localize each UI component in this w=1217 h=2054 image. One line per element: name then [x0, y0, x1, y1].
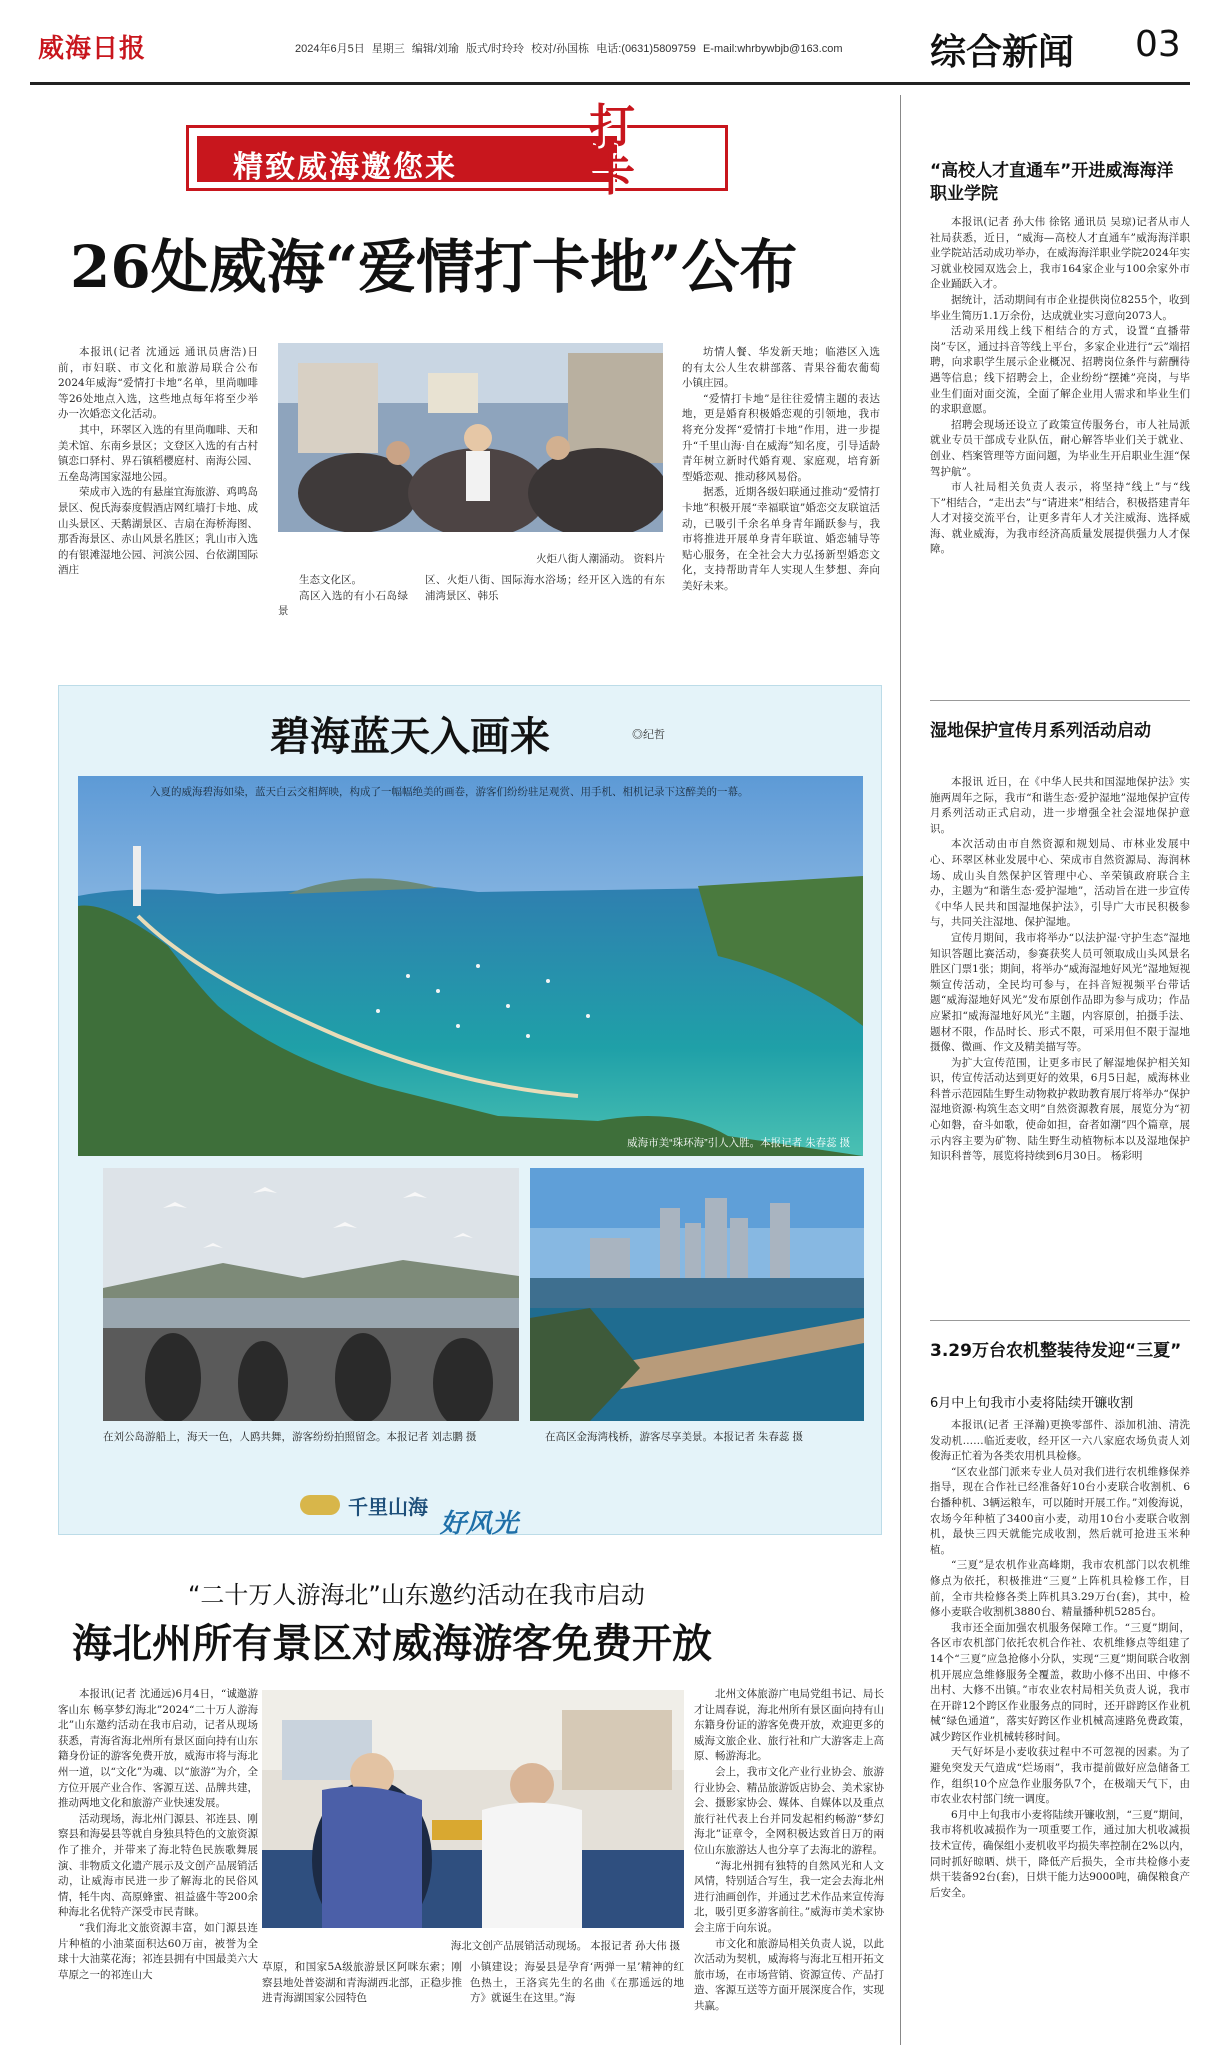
right-a3-body [930, 1418, 1190, 1901]
second-photo-caption: 海北文创产品展销活动现场。 本报记者 孙大伟 摄 [450, 1940, 680, 1952]
second-col3 [470, 1960, 684, 2007]
feature-left-photo [103, 1168, 519, 1421]
right-a3-p3: “三夏”是农机作业高峰期，我市农机部门以农机维修点为依托，积极推进“三夏”上阵机具检修工作，目前，全市共检修各类上阵机具3.29万台(套)，其中，检修小麦联合收割机3880台、精量播种机5285台。 [930, 1559, 1190, 1619]
column-divider [900, 95, 901, 2045]
right-divider-2 [930, 1320, 1190, 1321]
lead-col4-p2: “爱情打卡地”是往往爱情主题的表达地，更是婚育积极婚恋观的引领地，我市将充分发挥“爱情打卡地”作用，进一步提升“千里山海·自在威海”知名度，引导适龄青年树立新时代婚育观、家庭观，培育新型婚恋观、推动移风易俗。 [682, 392, 880, 483]
right-a1-title: “高校人才直通车”开进威海海洋职业学院 [930, 161, 1174, 204]
lead-col2-p2: 高区入选的有小石岛绿景 [278, 589, 408, 618]
banner-background [197, 136, 617, 185]
second-col3-p1: 小镇建设；海晏县是孕育‘两弹一星’精神的红色热土，王洛宾先生的名曲《在那遥远的地方》就诞生在这里。”海 [470, 1961, 684, 2005]
header-email: E-mail:whrbywbjb@163.com [702, 43, 843, 55]
header-proof: 校对/孙国栋 [531, 43, 590, 55]
right-a2-p1: 本报讯 近日，在《中华人民共和国湿地保护法》实施两周年之际，我市“和谐生态·爱护湿地”湿地保护宣传月系列活动正式启动，进一步增强全社会湿地保护意识。 [930, 776, 1190, 835]
lead-col4-p1: 坊情人餐、华发新天地；临港区入选的有太公人生农耕部落、青果谷葡农葡萄小镇庄园。 [682, 346, 880, 390]
right-a3-p1: 本报讯(记者 王泽瀚)更换零部件、添加机油、清洗发动机……临近麦收，经开区一六八家庭农场负责人刘俊海正忙着为各类农用机具检修。 [930, 1419, 1190, 1463]
right-a1-p1: 本报讯(记者 孙大伟 徐铭 通讯员 吴琼)记者从市人社局获悉，近日，“威海—高校人才直通车”威海海洋职业学院站活动成功举办，在威海海洋职业学院2024年实习就业校园双选会上，我市164家企业与100余家外市企业踊跃入才。 [930, 216, 1190, 291]
coastline-image [78, 776, 863, 1156]
lead-col1-p2: 其中，环翠区入选的有里尚咖啡、天和美术馆、东南乡景区；文登区入选的有古村镇恋口驿村、界石镇稻樱庭村、南海公园、五垒岛湾国家湿地公园。 [58, 423, 258, 483]
second-col1-p1: 本报讯(记者 沈通远)6月4日，“诚邀游客山东 畅享梦幻海北”2024“二十万人游海北”山东邀约活动在我市启动，记者从现场获悉，青海省海北州所有景区面向持有山东籍身份证的游客免费开放，威海市将与海北州一道，以“文化”为魂、以“旅游”为介，全方位开展产业合作、客源互送、品牌共建，推动两地文化和旅游产业快速发展。 [58, 1688, 258, 1810]
second-col1 [58, 1687, 258, 1983]
right-a1-p5: 市人社局相关负责人表示，将坚持“线上”与“线下”相结合，“走出去”与“请进来”相结合，积极搭建青年人才对接交流平台，让更多青年人才关注威海、选择威海、就业威海，为我市经济高质量发展提供强力人才保障。 [930, 481, 1190, 556]
second-col4-p1: 北州文体旅游广电局党组书记、局长才让周春说，海北州所有景区面向持有山东籍身份证的游客免费开放，欢迎更多的威海文旅企业、旅行社和广大游客走上高原、畅游海北。 [694, 1688, 884, 1763]
feature-right-caption: 在高区金海湾栈桥，游客尽享美景。本报记者 朱春蕊 摄 [545, 1431, 803, 1443]
section-name: 综合新闻 [930, 32, 1075, 73]
page-number: 03 [1135, 24, 1181, 65]
header-info [295, 40, 843, 56]
lead-col4-p3: 据悉，近期各级妇联通过推动“爱情打卡地”积极开展“幸福联谊”婚恋交友联谊活动，已吸引千余名单身青年踊跃参与，我市将推进开展单身青年联谊、婚恋辅导等贴心服务，在全社会大力弘扬新型婚恋文化，支持帮助青年人实现人生梦想、奔向美好未来。 [682, 486, 880, 592]
right-a3-subtitle: 6月中上旬我市小麦将陆续开镰收割 [930, 1396, 1134, 1411]
header-rule [30, 82, 1190, 85]
newspaper-logo: 威海日报 [38, 34, 147, 64]
right-divider-1 [930, 700, 1190, 701]
right-a1-body [930, 215, 1190, 558]
lead-photo [278, 343, 663, 532]
right-a2-title: 湿地保护宣传月系列活动启动 [930, 721, 1151, 741]
header-phone: 电话:(0631)5809759 [596, 43, 696, 55]
lead-col3 [425, 573, 665, 604]
right-a2-p2: 本次活动由市自然资源和规划局、市林业发展中心、环翠区林业发展中心、荣成市自然资源局、海润林场、成山头自然保护区管理中心、辛荣镇政府联合主办，主题为“和谐生态·爱护湿地”，活动旨在进一步宣传《中华人民共和国湿地保护法》，引导广大市民积极参与，共同关注湿地、保护湿地。 [930, 838, 1190, 929]
right-a2-p3: 宣传月期间，我市将举办“以法护湿·守护生态”湿地知识答题比赛活动，参赛获奖人员可领取成山头风景名胜区门票1张；期间，将举办“威海湿地好风光”湿地短视频宣传活动，全民均可参与，在抖音短视频平台带话题“威海湿地好风光”发布原创作品即为参与成功；作品应紧扣“威海湿地好风光”主题，内容原创，拍摄手法、题材不限，作品时长、形式不限，可采用但不限于湿地摄像、微画、作文及精美描写等。 [930, 931, 1190, 1054]
tour-logo-text: 千里山海 [348, 1495, 428, 1519]
lead-col3-p1: 区、火炬八街、国际海水浴场；经开区入选的有东浦湾景区、韩乐 [425, 574, 665, 602]
tour-logo-mark [300, 1495, 340, 1515]
second-photo [262, 1690, 684, 1928]
feature-intro: 入夏的威海碧海如染，蓝天白云交相辉映，构成了一幅幅绝美的画卷，游客们纷纷驻足观赏、用手机、相机记录下这醉美的一幕。 [150, 786, 749, 798]
lead-headline: 26处威海“爱情打卡地”公布 [70, 233, 798, 301]
second-col4-p2: 会上，我市文化产业行业协会、旅游行业协会、精品旅游饭店协会、美术家协会、摄影家协会、媒体、自媒体以及重点旅行社代表上台并同发起相约畅游“梦幻海北”证章令，全网积极达致首日万的兩位山东旅游达人也分享了去海北的游程。 [694, 1765, 884, 1856]
lead-col2 [278, 573, 408, 620]
second-col4 [694, 1687, 884, 2014]
lead-col4 [682, 345, 880, 595]
lead-col1 [58, 345, 258, 579]
feature-main-photo [78, 776, 863, 1156]
header-editor: 编辑/刘瑜 [411, 43, 459, 55]
exhibition-image [262, 1690, 684, 1928]
right-a3-p6: 6月中上旬我市小麦将陆续开镰收割，“三夏”期间，我市将机收减损作为一项重要工作，通过加大机收减损技术宣传，确保组小麦机收平均损失率控制在2%以内，同时抓好晾晒、烘干，降低产后损失，全市共检修小麦烘干装备92台(套)，日烘干能力达9000吨，确保粮食产后安全。 [930, 1808, 1190, 1899]
feature-right-photo [530, 1168, 864, 1421]
right-a3-p4: 我市还全面加强农机服务保障工作。“三夏”期间，各区市农机部门依托农机合作社、农机维修点等组建了14个“三夏”应急抢修小分队，实现“三夏”期间联合收割机开展应急维修服务全覆盖，救助小修不出田、中修不出村、大修不出镇。”市农业农村局相关负责人说，我市在开辟12个跨区作业服务点的同时，还开辟跨区作业机械“绿色通道”，落实好跨区作业机械高速路免费政策，减少跨区作业机械转移时间。 [930, 1621, 1190, 1743]
right-a2-body [930, 775, 1190, 1165]
lead-col1-p3: 荣成市入选的有悬崖宜海旅游、鸡鸣岛景区、倪氏海泰度假酒店网红墙打卡地、成山头景区、天鹅湖景区、吉扇在海桥海图、那香海景区、赤山风景名胜区；乳山市入选的有银滩湿地公园、河滨公园、台依湖国际酒庄 [58, 486, 258, 577]
lead-photo-caption: 火炬八街人潮涌动。 资料片 [536, 553, 665, 565]
second-col1-p3: “我们海北文旅资源丰富，如门源县连片种植的小油菜面积达60万亩，被誉为全球十大油菜花海；祁连县拥有中国最美六大草原之一的祁连山大 [58, 1921, 258, 1981]
tour-logo-sub: 好风光 [440, 1509, 519, 1539]
second-col2-p1: 草原，和国家5A级旅游景区阿咪东索；刚察县地处普姿湖和青海湖西北部，正稳步推进青海湖国家公园特色 [262, 1961, 462, 2005]
header-weekday: 星期三 [371, 43, 405, 55]
banner-daka: 打卡 [589, 99, 635, 201]
right-a3-p5: 天气好坏是小麦收获过程中不可忽视的因素。为了避免突发天气造成“烂场雨”，我市提前做好应急储备工作，组织10个应急作业服务队7个，在极端天气下，由市农业农村部门统一调度。 [930, 1746, 1190, 1806]
campaign-banner [186, 99, 728, 201]
second-col1-p2: 活动现场，海北州门源县、祁连县、刚察县和海晏县等就自身独具特色的文旅资源作了推介，并带来了海北特色民族歌舞展演、非物质文化遗产展示及文创产品展销活动，让威海市民进一步了解海北的民俗风情，牦牛肉、高原蜂蜜、祖益盛牛等200余种海北名优特产深受市民青睐。 [58, 1812, 258, 1919]
seagulls-boat-image [103, 1168, 519, 1421]
right-a3-title: 3.29万台农机整装待发迎“三夏” [930, 1341, 1182, 1361]
feature-title: 碧海蓝天入画来 [270, 713, 550, 760]
right-a1-p4: 招聘会现场还设立了政策宣传服务台，市人社局派就业专员干部成专业队伍，耐心解答毕业们关于就业、创业、档案管理等方面问题，为毕业生开启职业生涯“保驾护航”。 [930, 418, 1190, 478]
header-date: 2024年6月5日 [295, 43, 365, 55]
second-col4-p3: “海北州拥有独特的自然风光和人文风情，特别适合写生，我一定会去海北州进行油画创作，并通过艺术作品来宣传海北，吸引更多游客前往。”威海市美术家协会主席于向东说。 [694, 1859, 884, 1934]
trestle-bridge-image [530, 1168, 864, 1421]
right-a1-p3: 活动采用线上线下相结合的方式，设置“直播带岗”专区，通过抖音等线上平台，多家企业进行“云”端招聘，向求职学生展示企业概况、招聘岗位条件与薪酬待遇等信息；线下招聘会上，企业纷纷“摆摊”亮岗，与毕业生们面对面交流，全面了解企业用人需求和毕业生们的求职意愿。 [930, 325, 1190, 416]
second-col4-p4: 市文化和旅游局相关负责人说，以此次活动为契机，威海将与海北互相开拓文旅市场，在市场营销、资源宣传、产品打造、客源互送等方面开展深度合作，实现共赢。 [694, 1937, 884, 2012]
header-layout: 版式/时玲玲 [465, 43, 525, 55]
crowd-street-image [278, 343, 663, 532]
second-headline: 海北州所有景区对威海游客免费开放 [72, 1620, 712, 1667]
right-a3-p2: “区农业部门派来专业人员对我们进行农机维修保养指导，现在合作社已经准备好10台小麦联合收割机、6台播种机、3辆运粮车，可以随时开展工作。”刘俊海说，农场今年种植了3400亩小麦，动用10台小麦联合收割机，最快三四天就能完成收割，然后就可抢进玉米种植。 [930, 1465, 1190, 1556]
right-a1-p2: 据统计，活动期间有市企业提供岗位8255个，收到毕业生简历1.1万余份，达成就业实习意向2073人。 [930, 293, 1190, 322]
feature-main-caption: 威海市美“珠环海”引人入胜。本报记者 朱春蕊 摄 [627, 1137, 850, 1149]
banner-text: 精致威海邀您来 [233, 150, 457, 185]
right-a2-p4: 为扩大宣传范围，让更多市民了解湿地保护相关知识，传宣传活动达到更好的效果，6月5日起，威海林业科普示范园陆生野生动物救护救助教育展厅将举办“保护湿地资源·构筑生态文明”自然资源教育展，展览分为“初心如磐，奋斗如歌，使命如担，奋者如潮”四个篇章，展示内容主要为矿物、陆生野生动植物标本以及湿地保护知识科普等，展览将持续到6月30日。 杨彩明 [930, 1056, 1190, 1163]
lead-col2-p1: 生态文化区。 [299, 574, 362, 586]
tour-logo [300, 1477, 640, 1537]
feature-left-caption: 在刘公岛游船上，海天一色，人鸥共舞，游客纷纷拍照留念。本报记者 刘志鹏 摄 [103, 1431, 477, 1443]
second-kicker: “二十万人游海北”山东邀约活动在我市启动 [188, 1581, 645, 1609]
feature-byline: ◎纪哲 [632, 729, 665, 741]
second-col2 [262, 1960, 462, 2007]
lead-col1-p1: 本报讯(记者 沈通远 通讯员唐浩)日前，市妇联、市文化和旅游局联合公布2024年威海“爱情打卡地”名单，里尚咖啡等26处地点入选，这些地点每年将至少举办一次婚恋文化活动。 [58, 346, 258, 421]
